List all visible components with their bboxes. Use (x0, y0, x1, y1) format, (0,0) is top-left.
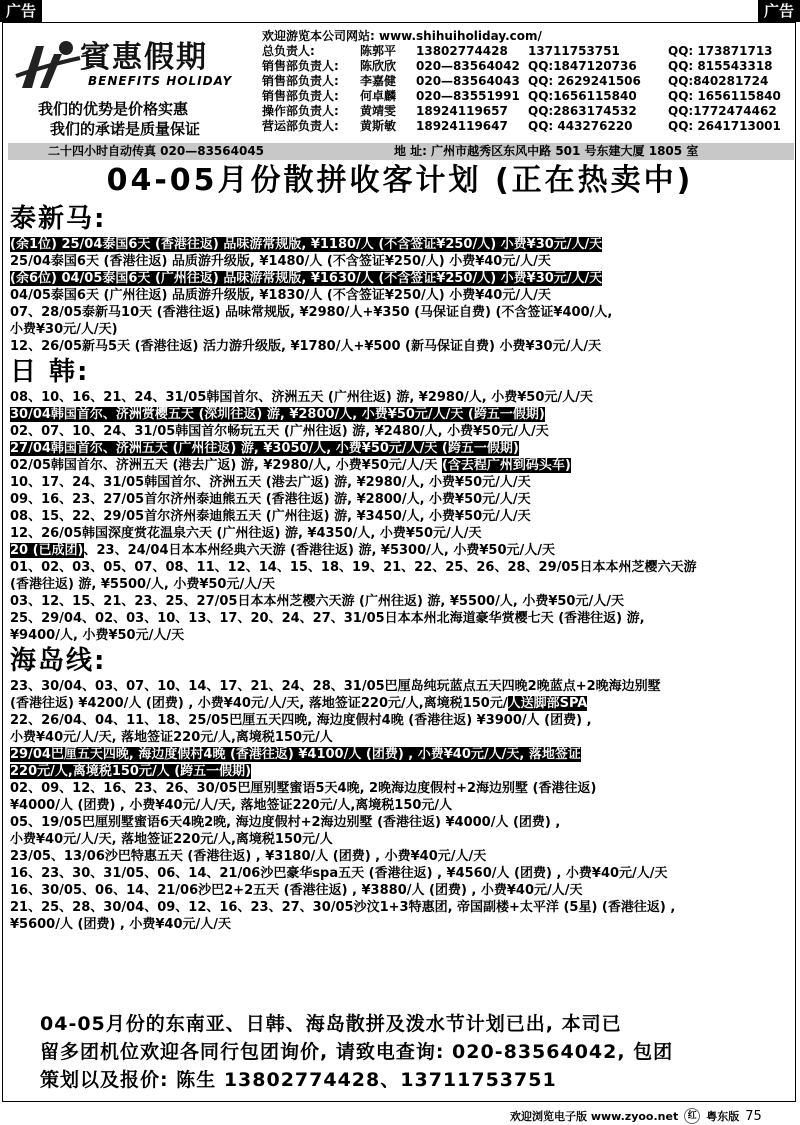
route-text: 09、16、23、27/05首尔济州泰迪熊五天 (香港往返) 游, ¥2800/人, 小费¥50元/人/天 (10, 492, 531, 507)
route-line (10, 610, 794, 627)
contact-phone: 13802774428 (416, 44, 508, 58)
brand-name: 賓惠假期 (80, 40, 208, 75)
route-line (10, 576, 794, 593)
route-text: 02/05韩国首尔、济洲五天 (港去广返) 游, ¥2980/人, 小费¥50元/人/天 (10, 458, 442, 473)
route-line (10, 508, 794, 525)
ad-tag-left: 广告 (0, 0, 42, 22)
contact-block (262, 28, 796, 134)
route-text: 小费¥30元/人/天) (10, 322, 118, 337)
route-text: 05、19/05巴厘别墅蜜语6天4晚2晚, 海边度假村+2海边别墅 (香港往返) ¥4000/人 (团费) , (10, 815, 561, 830)
route-line (10, 491, 794, 508)
route-line (10, 831, 794, 848)
contact-role: 销售部负责人: (262, 89, 339, 103)
contact-qq: QQ: 2641713001 (668, 119, 781, 133)
route-line (10, 848, 794, 865)
route-text: 12、26/05新马5天 (香港往返) 活力游升级版, ¥1780/人+¥500 (新马保证自费) 小费¥30元/人/天 (10, 339, 602, 354)
route-text: 10、17、24、31/05韩国首尔、济洲五天 (港去广返) 游, ¥2980/人, 小费¥50元/人/天 (10, 475, 531, 490)
route-listings (10, 202, 794, 933)
slogan-1: 我们的优势是价格实惠 (38, 100, 189, 118)
route-text: 16、30/05、06、14、21/06沙巴2+2五天 (香港往返) , ¥3880/人 (团费) , 小费¥40元/人/天 (10, 883, 583, 898)
route-line (10, 882, 794, 899)
fax-address-bar (8, 143, 794, 160)
slogan-2: 我们的承诺是质量保证 (50, 120, 201, 138)
contact-qq: QQ: 1656115840 (668, 89, 781, 103)
route-text: 08、15、22、29/05首尔济州泰迪熊五天 (广州往返) 游, ¥3450/人, 小费¥50元/人/天 (10, 509, 531, 524)
route-text: 小费¥40元/人/天, 落地签证220元/人,离境税150元/人 (10, 730, 333, 745)
footer-note (40, 1010, 790, 1094)
route-line (10, 729, 794, 746)
route-line (10, 457, 794, 474)
contact-qq: QQ: 173871713 (668, 44, 773, 58)
ad-tag-right: 广告 (758, 0, 800, 22)
contact-name: 黄斯敏 (360, 119, 397, 133)
route-line (10, 542, 794, 559)
contact-phone: 020—83551991 (416, 89, 520, 103)
route-text: ¥4000/人 (团费) , 小费¥40元/人/天, 落地签证220元/人,离境税150元/人 (10, 798, 453, 813)
highlight-text: 30/04韩国首尔、济洲赏樱五天 (深圳往返) 游, ¥2800/人, 小费¥50元/人/天 (跨五一假期) (10, 407, 545, 422)
section-title: 泰新马: (10, 204, 107, 234)
contact-row (262, 89, 796, 104)
route-line (10, 695, 794, 712)
contact-row (262, 74, 796, 89)
contact-qq: QQ: 815543318 (668, 59, 773, 73)
route-text: 小费¥40元/人/天, 落地签证220元/人,离境税150元/人 (10, 832, 333, 847)
route-line (10, 423, 794, 440)
route-line (10, 338, 794, 355)
page-headline: 04-05月份散拼收客计划 (正在热卖中) (106, 163, 694, 198)
route-text: 25、29/04、02、03、10、13、17、20、24、27、31/05日本本州北海道豪华赏樱七天 (香港往返) 游, (10, 611, 645, 626)
route-line (10, 797, 794, 814)
route-line (10, 763, 794, 780)
footer-note-line: 04-05月份的东南亚、日韩、海岛散拼及泼水节计划已出, 本司已 (40, 1013, 622, 1035)
route-line (10, 899, 794, 916)
contact-role: 营运部负责人: (262, 119, 339, 133)
contact-phone: 020—83564042 (416, 59, 520, 73)
route-text: 16、23、30、31/05、06、14、21/06沙巴豪华spa五天 (香港往返) , ¥4560/人 (团费) , 小费¥40元/人/天 (10, 866, 668, 881)
contact-qq: QQ:840281724 (668, 74, 769, 88)
highlight-text: 20 (已成团) (10, 543, 84, 558)
route-text: 02、09、12、16、23、26、30/05巴厘别墅蜜语5天4晚, 2晚海边度假村+2海边别墅 (香港往返) (10, 781, 597, 796)
route-line (10, 814, 794, 831)
edition-icon: 红 (684, 1108, 700, 1124)
route-line (10, 287, 794, 304)
route-text: 22、26/04、04、11、18、25/05巴厘五天四晚, 海边度假村4晚 (香港往返) ¥3900/人 (团费) , (10, 713, 592, 728)
footer-edition: 粤东版 (706, 1110, 740, 1123)
route-line (10, 270, 794, 287)
route-line (10, 406, 794, 423)
address-text: 地 址: 广州市越秀区东风中路 501 号东建大厦 1805 室 (394, 144, 699, 158)
route-line (10, 440, 794, 457)
route-text: 04/05泰国6天 (广州往返) 品质游升级版, ¥1830/人 (不含签证¥250/人) 小费¥40元/人/天 (10, 288, 551, 303)
page-footer (510, 1108, 790, 1124)
route-text: 25/04泰国6天 (香港往返) 品质游升级版, ¥1480/人 (不含签证¥250/人) 小费¥40元/人/天 (10, 254, 551, 269)
contact-phone-2: QQ: 2629241506 (528, 74, 641, 88)
route-text: 07、28/05泰新马10天 (香港往返) 品味常规版, ¥2980/人+¥350 (马保证自费) (不含签证¥400/人, (10, 305, 613, 320)
route-text: (香港往返) 游, ¥5500/人, 小费¥50元/人/天 (10, 577, 275, 592)
highlight-text: (余1位) 25/04泰国6天 (香港往返) 品味游常规版, ¥1180/人 (不含签证¥250/人) 小费¥30元/人/天 (10, 237, 603, 252)
contact-phone: 020—83564043 (416, 74, 520, 88)
footer-site: 欢迎浏览电子版 www.zyoo.net (510, 1110, 679, 1123)
route-line (10, 916, 794, 933)
highlight-text: (余6位) 04/05泰国6天 (广州往返) 品味游常规版, ¥1630/人 (不含签证¥250/人) 小费¥30元/人/天 (10, 271, 603, 286)
highlight-text: 220元/人,离境税150元/人 (跨五一假期) (10, 764, 252, 779)
contact-list (262, 44, 796, 134)
route-text: 03、12、15、21、23、25、27/05日本本州芝樱六天游 (广州往返) 游, ¥5500/人, 小费¥50元/人/天 (10, 594, 624, 609)
route-line (10, 253, 794, 270)
contact-row (262, 59, 796, 74)
contact-row (262, 104, 796, 119)
contact-name: 黄靖雯 (360, 104, 397, 118)
section-title: 日 韩: (10, 357, 90, 387)
contact-row (262, 119, 796, 134)
route-line (10, 780, 794, 797)
route-text: 12、26/05韩国深度赏花温泉六天 (广州往返) 游, ¥4350/人, 小费¥50元/人/天 (10, 526, 482, 541)
route-text: 01、02、03、05、07、08、11、12、14、15、18、19、21、22、25、26、28、29/05日本本州芝樱六天游 (10, 560, 697, 575)
contact-row (262, 44, 796, 59)
route-line (10, 304, 794, 321)
route-text: 23/05、13/06沙巴特惠五天 (香港往返) , ¥3180/人 (团费) , 小费¥40元/人/天 (10, 849, 487, 864)
route-text: (香港往返) ¥4200/人 (团费) , 小费¥40元/人/天, 落地签证220元/人,离境税150元/ (10, 696, 508, 711)
route-line (10, 389, 794, 406)
page-number: 75 (745, 1108, 762, 1124)
contact-phone-2: 13711753751 (528, 44, 620, 58)
section-title: 海岛线: (10, 646, 107, 676)
route-text: 08、10、16、21、24、31/05韩国首尔、济洲五天 (广州往返) 游, ¥2980/人, 小费¥50元/人/天 (10, 390, 593, 405)
route-line (10, 474, 794, 491)
highlight-text: (含去程广州到码头车) (441, 458, 571, 473)
contact-phone: 18924119647 (416, 119, 508, 133)
contact-name: 陈郭平 (360, 44, 397, 58)
contact-phone-2: QQ: 443276220 (528, 119, 633, 133)
brand-english: BENEFITS HOLIDAY (88, 74, 233, 88)
contact-phone-2: QQ:1847120736 (528, 59, 637, 73)
route-line (10, 559, 794, 576)
contact-name: 李嘉健 (360, 74, 397, 88)
contact-role: 销售部负责人: (262, 74, 339, 88)
website-text: 欢迎游览本公司网站: www.shihuiholiday.com/ (262, 29, 542, 43)
route-text: 02、07、10、24、31/05韩国首尔畅玩五天 (广州往返) 游, ¥2480/人, 小费¥50元/人/天 (10, 424, 549, 439)
route-text: ¥9400/人, 小费¥50元/人/天 (10, 628, 185, 643)
route-line (10, 236, 794, 253)
highlight-text: 人送脚部SPA (507, 696, 588, 711)
contact-name: 陈欣欣 (360, 59, 397, 73)
route-text: 23、30/04、03、07、10、14、17、21、24、28、31/05巴厘岛纯玩蓝点五天四晚2晚蓝点+2晚海边别墅 (10, 679, 661, 694)
route-line (10, 627, 794, 644)
top-bar (0, 0, 800, 22)
footer-note-line: 策划以及报价: 陈生 13802774428、13711753751 (40, 1069, 557, 1091)
contact-phone-2: QQ:1656115840 (528, 89, 637, 103)
route-line (10, 712, 794, 729)
fax-text: 二十四小时自动传真 020—83564045 (48, 144, 265, 158)
route-line (10, 321, 794, 338)
contact-role: 销售部负责人: (262, 59, 339, 73)
contact-name: 何卓麟 (360, 89, 397, 103)
logo-figure-icon (14, 36, 84, 96)
route-line (10, 746, 794, 763)
contact-phone: 18924119657 (416, 104, 508, 118)
highlight-text: 27/04韩国首尔、济洲五天 (广州往返) 游, ¥3050/人, 小费¥50元/人/天 (跨五一假期) (10, 441, 519, 456)
contact-qq: QQ:1772474462 (668, 104, 777, 118)
contact-role: 操作部负责人: (262, 104, 339, 118)
route-text: 、23、24/04日本本州经典六天游 (香港往返) 游, ¥5300/人, 小费¥50元/人/天 (83, 543, 555, 558)
route-line (10, 865, 794, 882)
route-text: ¥5600/人 (团费) , 小费¥40元/人/天 (10, 917, 232, 932)
route-line (10, 678, 794, 695)
highlight-text: 29/04巴厘五天四晚, 海边度假村4晚 (香港往返) ¥4100/人 (团费) , 小费¥40元/人/天, 落地签证 (10, 747, 581, 762)
route-line (10, 593, 794, 610)
contact-phone-2: QQ:2863174532 (528, 104, 637, 118)
route-text: 21、25、28、30/04、09、12、16、23、27、30/05沙汶1+3特惠团, 帝国副楼+太平洋 (5星) (香港往返) , (10, 900, 676, 915)
footer-note-line: 留多团机位欢迎各同行包团询价, 请致电查询: 020-83564042, 包团 (40, 1041, 674, 1063)
contact-role: 总负责人: (262, 44, 315, 58)
route-line (10, 525, 794, 542)
